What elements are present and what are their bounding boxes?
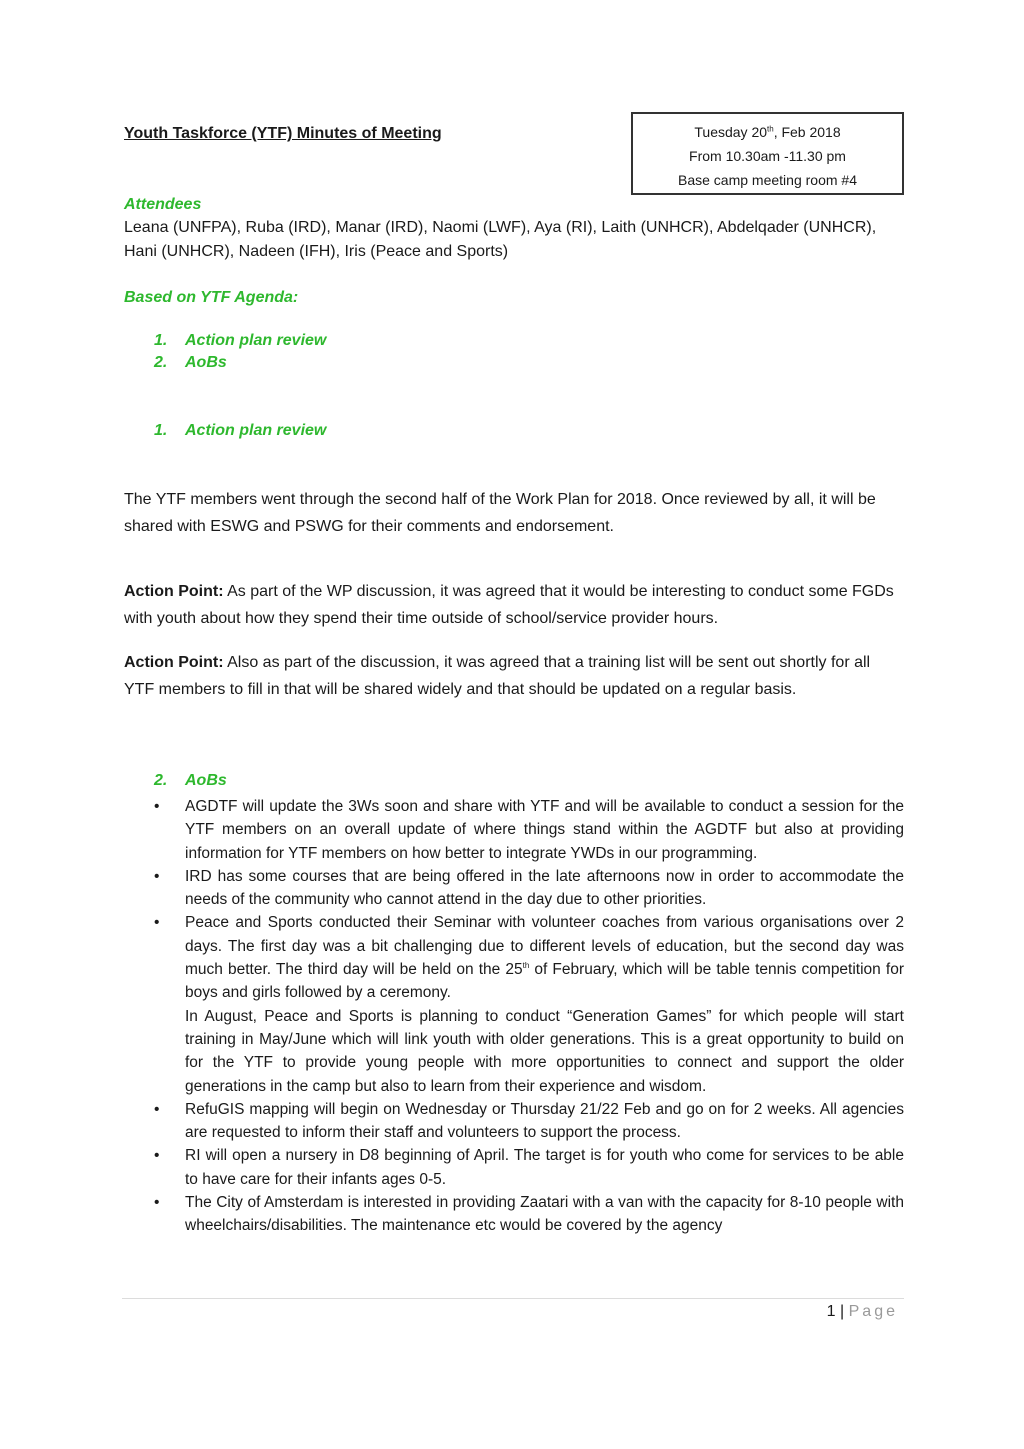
bullet-icon: • bbox=[154, 1100, 160, 1118]
agenda-item: 1. Action plan review bbox=[154, 332, 327, 349]
list-item: • Peace and Sports conducted their Seminar with volunteer coaches from various organisations over 2 days. The first day was a bit challenging due to different levels of education, but the second day was much better. The third day will be held on the 25th of February, which will be table tennis competition for boys and girls followed by a ceremony. In August, Peace and Sports is planning to conduct “Generation Games” for which people will start training in May/June which will link youth with older generations. This is a great opportunity to build on for the YTF to provide young people with more opportunities to connect and support the older generations in the camp but also to learn from their experience and wisdom. bbox=[154, 911, 904, 1097]
bullet-icon: • bbox=[154, 914, 160, 932]
meeting-time: From 10.30am -11.30 pm bbox=[689, 148, 846, 164]
section-heading-aobs: 2. AoBs bbox=[154, 772, 227, 789]
aobs-bullet-list bbox=[154, 795, 904, 1238]
workplan-paragraph: The YTF members went through the second half of the Work Plan for 2018. Once reviewed by all, it will be shared with ESWG and PSWG for their comments and endorsement. bbox=[124, 491, 876, 535]
attendees-label: Attendees bbox=[124, 196, 202, 213]
list-item: • RefuGIS mapping will begin on Wednesday or Thursday 21/22 Feb and go on for 2 weeks. All agencies are requested to inform their staff and volunteers to support the process. bbox=[154, 1098, 904, 1145]
meeting-info-box bbox=[631, 112, 904, 195]
list-item: • RI will open a nursery in D8 beginning of April. The target is for youth who come for services to be able to have care for their infants ages 0-5. bbox=[154, 1144, 904, 1191]
page-number: 1 | Page bbox=[826, 1303, 898, 1320]
action-point-fgds: Action Point: As part of the WP discussion, it was agreed that it would be interesting to conduct some FGDs with youth about how they spend their time outside of school/service provider hours. bbox=[124, 583, 894, 627]
bullet-icon: • bbox=[154, 798, 160, 815]
meeting-location: Base camp meeting room #4 bbox=[678, 172, 857, 188]
meeting-date: Tuesday 20th, Feb 2018 bbox=[694, 124, 841, 140]
section-heading-action-plan: 1. Action plan review bbox=[154, 422, 327, 439]
action-point-training-list: Action Point: Also as part of the discussion, it was agreed that a training list will be sent out shortly for all YTF members to fill in that will be shared widely and that should be updated on a regular basis. bbox=[124, 654, 871, 698]
list-item: • The City of Amsterdam is interested in providing Zaatari with a van with the capacity for 8-10 people with wheelchairs/disabilities. The maintenance etc would be covered by the agency bbox=[154, 1191, 904, 1238]
bullet-icon: • bbox=[154, 1147, 160, 1165]
agenda-label: Based on YTF Agenda: bbox=[124, 289, 299, 306]
bullet-icon: • bbox=[154, 867, 160, 885]
list-item: • AGDTF will update the 3Ws soon and share with YTF and will be available to conduct a session for the YTF members on an overall update of where things stand within the AGDTF but also at providing information for YTF members on how better to integrate YWDs in our programming. bbox=[154, 795, 904, 865]
agenda-item: 2. AoBs bbox=[154, 354, 227, 371]
list-item: • IRD has some courses that are being offered in the late afternoons now in order to accommodate the needs of the community who cannot attend in the day due to other priorities. bbox=[154, 865, 904, 912]
document-title: Youth Taskforce (YTF) Minutes of Meeting bbox=[124, 125, 442, 142]
attendees-list: Leana (UNFPA), Ruba (IRD), Manar (IRD), Naomi (LWF), Aya (RI), Laith (UNHCR), Abdelqader (UNHCR), Hani (UNHCR), Nadeen (IFH), Iris (Peace and Sports) bbox=[124, 219, 877, 260]
bullet-icon: • bbox=[154, 1194, 160, 1212]
footer-divider bbox=[122, 1298, 904, 1299]
list-item-continuation: In August, Peace and Sports is planning to conduct “Generation Games” for which people will start training in May/June which will link youth with older generations. This is a great opportunity to build on for the YTF to provide young people with more opportunities to connect and support the older generations in the camp but also to learn from their experience and wisdom. bbox=[185, 1007, 904, 1095]
